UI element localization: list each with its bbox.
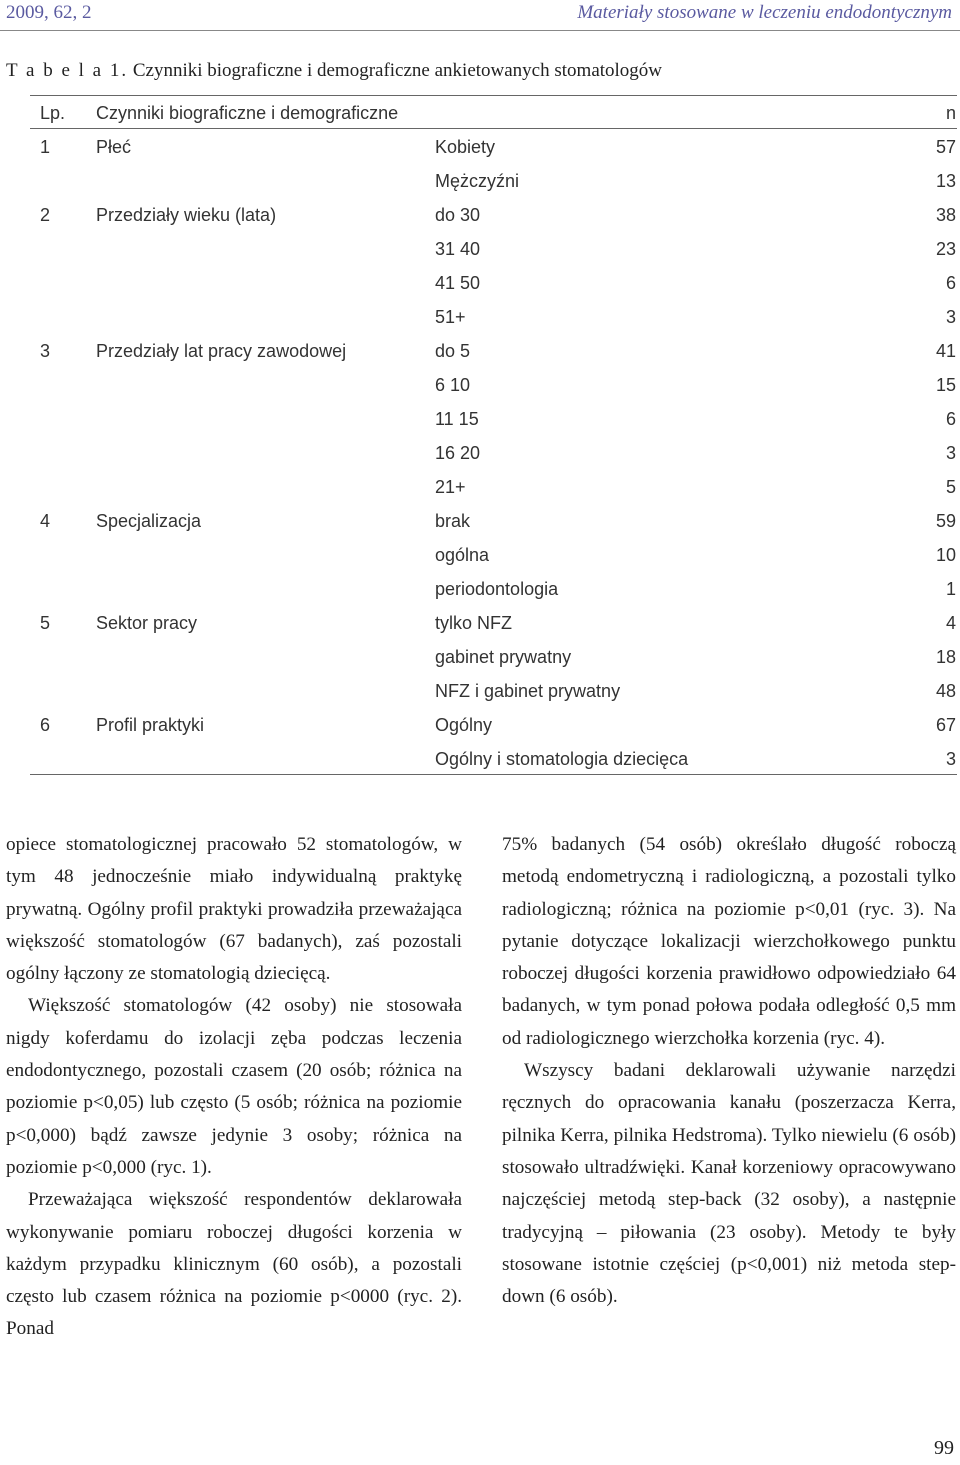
table-row: [30, 640, 956, 674]
table-row: [30, 300, 956, 334]
running-header: [0, 0, 960, 30]
table-row: [30, 572, 956, 606]
text-column-right: [502, 829, 956, 1313]
row-value: Ogólny: [435, 715, 493, 735]
table-row: [30, 606, 956, 640]
row-value: 11 15: [435, 409, 479, 429]
row-n: 1: [945, 579, 956, 599]
row-value: Mężczyźni: [435, 171, 520, 191]
row-category: Specjalizacja: [96, 511, 202, 531]
table-row: [30, 266, 956, 300]
row-n: 10: [935, 545, 956, 565]
row-n: 57: [935, 137, 956, 157]
table-row: [30, 164, 956, 198]
row-n: 3: [945, 749, 956, 769]
row-value: NFZ i gabinet prywatny: [435, 681, 621, 701]
header-rule: [0, 30, 960, 31]
paragraph: Przeważająca większość respondentów deklarowała wykonywanie pomiaru roboczej długości korzenia w każdym przypadku klinicznym (60 osób), a pozostali często lub czasem różnica na poziomie p<0000 (ryc. 2). Ponad: [6, 1189, 462, 1340]
row-category: Sektor pracy: [96, 613, 198, 633]
row-value: do 5: [435, 341, 471, 361]
row-value: 31 40: [435, 239, 481, 259]
row-n: 13: [935, 171, 956, 191]
header-lp: Lp.: [40, 103, 66, 123]
row-value: brak: [435, 511, 471, 531]
row-lp: 3: [40, 341, 51, 361]
row-lp: 4: [40, 511, 51, 531]
journal-issue: 2009, 62, 2: [6, 2, 92, 23]
row-lp: 5: [40, 613, 51, 633]
row-value: ogólna: [435, 545, 490, 565]
row-lp: 2: [40, 205, 51, 225]
row-lp: 1: [40, 137, 51, 157]
row-n: 6: [945, 273, 956, 293]
row-n: 59: [935, 511, 956, 531]
table-row: [30, 674, 956, 708]
table-row: [30, 334, 956, 368]
table-row: [30, 470, 956, 504]
table-caption-text: Czynniki biograficzne i demograficzne ankietowanych stomatologów: [132, 60, 663, 81]
row-n: 15: [935, 375, 956, 395]
row-n: 6: [945, 409, 956, 429]
row-n: 3: [945, 443, 956, 463]
paragraph: 75% badanych (54 osób) określało długość roboczą metodą endometryczną i radiologiczną, a pozostali tylko radiologiczną; różnica na poziomie p<0,01 (ryc. 3). Na pytanie dotyczące lokalizacji wierzchołkowego punktu roboczej długości korzenia prawidłowo odpowiedziało 64 badanych, w tym ponad połowa podała odległość 0,5 mm od radiologicznego wierzchołka korzenia (ryc. 4).: [502, 834, 956, 1049]
row-value: 51+: [435, 307, 466, 327]
table-caption-label: T a b e l a 1.: [6, 60, 129, 81]
row-n: 4: [945, 613, 956, 633]
table-row: [30, 402, 956, 436]
header-factors: Czynniki biograficzne i demograficzne: [96, 103, 399, 123]
row-value: 16 20: [435, 443, 481, 463]
row-lp: 6: [40, 715, 51, 735]
row-n: 3: [945, 307, 956, 327]
row-value: Kobiety: [435, 137, 496, 157]
row-n: 18: [935, 647, 956, 667]
row-category: Płeć: [96, 137, 132, 157]
row-value: periodontologia: [435, 579, 559, 599]
row-value: 41 50: [435, 273, 481, 293]
row-value: gabinet prywatny: [435, 647, 572, 667]
table-row: [30, 368, 956, 402]
table-header-row: [30, 96, 956, 130]
header-rule: [30, 128, 957, 129]
text-column-left: [6, 829, 462, 1346]
row-n: 38: [935, 205, 956, 225]
row-category: Profil praktyki: [96, 715, 205, 735]
table-bottom-rule: [30, 774, 957, 775]
table-row: [30, 708, 956, 742]
table-row: [30, 130, 956, 164]
table-row: [30, 198, 956, 232]
row-category: Przedziały lat pracy zawodowej: [96, 341, 347, 361]
article-running-title: Materiały stosowane w leczeniu endodontycznym: [577, 2, 952, 23]
row-n: 5: [945, 477, 956, 497]
paragraph: opiece stomatologicznej pracowało 52 stomatologów, w tym 48 jednocześnie miało indywidualną praktykę prywatną. Ogólny profil praktyki prowadziła przeważająca większość stomatologów (67 badanych), zaś pozostali ogólny łączony ze stomatologią dziecięcą.: [6, 834, 462, 985]
table-row: [30, 742, 956, 776]
row-value: do 30: [435, 205, 481, 225]
paragraph: Większość stomatologów (42 osoby) nie stosowała nigdy koferdamu do izolacji zęba podczas leczenia endodontycznego, pozostali czasem (20 osób; różnica na poziomie p<0,05) lub często (5 osób; różnica na poziomie p<0,000) bądź zawsze jedynie 3 osoby; różnica na poziomie p<0,000 (ryc. 1).: [6, 995, 462, 1178]
row-n: 41: [935, 341, 956, 361]
page-number: 99: [934, 1437, 954, 1459]
table-row: [30, 436, 956, 470]
row-category: Przedziały wieku (lata): [96, 205, 277, 225]
table-row: [30, 504, 956, 538]
row-n: 48: [935, 681, 956, 701]
row-value: tylko NFZ: [435, 613, 513, 633]
row-value: 21+: [435, 477, 466, 497]
row-n: 67: [935, 715, 956, 735]
row-n: 23: [935, 239, 956, 259]
header-n: n: [945, 103, 956, 123]
row-value: Ogólny i stomatologia dziecięca: [435, 749, 689, 769]
table-caption: [6, 60, 662, 82]
table-row: [30, 232, 956, 266]
table-row: [30, 538, 956, 572]
row-value: 6 10: [435, 375, 471, 395]
paragraph: Wszyscy badani deklarowali używanie narzędzi ręcznych do opracowania kanału (poszerzacza Kerra, pilnika Kerra, pilnika Hedstroma). Tylko niewielu (6 osób) stosowało ultradźwięki. Kanał korzeniowy opracowywano najczęściej metodą step-back (32 osoby), a następnie tradycyjną – piłowania (23 osoby). Metody te były stosowane istotnie częściej (p<0,001) niż metoda step-down (6 osób).: [502, 1060, 956, 1308]
